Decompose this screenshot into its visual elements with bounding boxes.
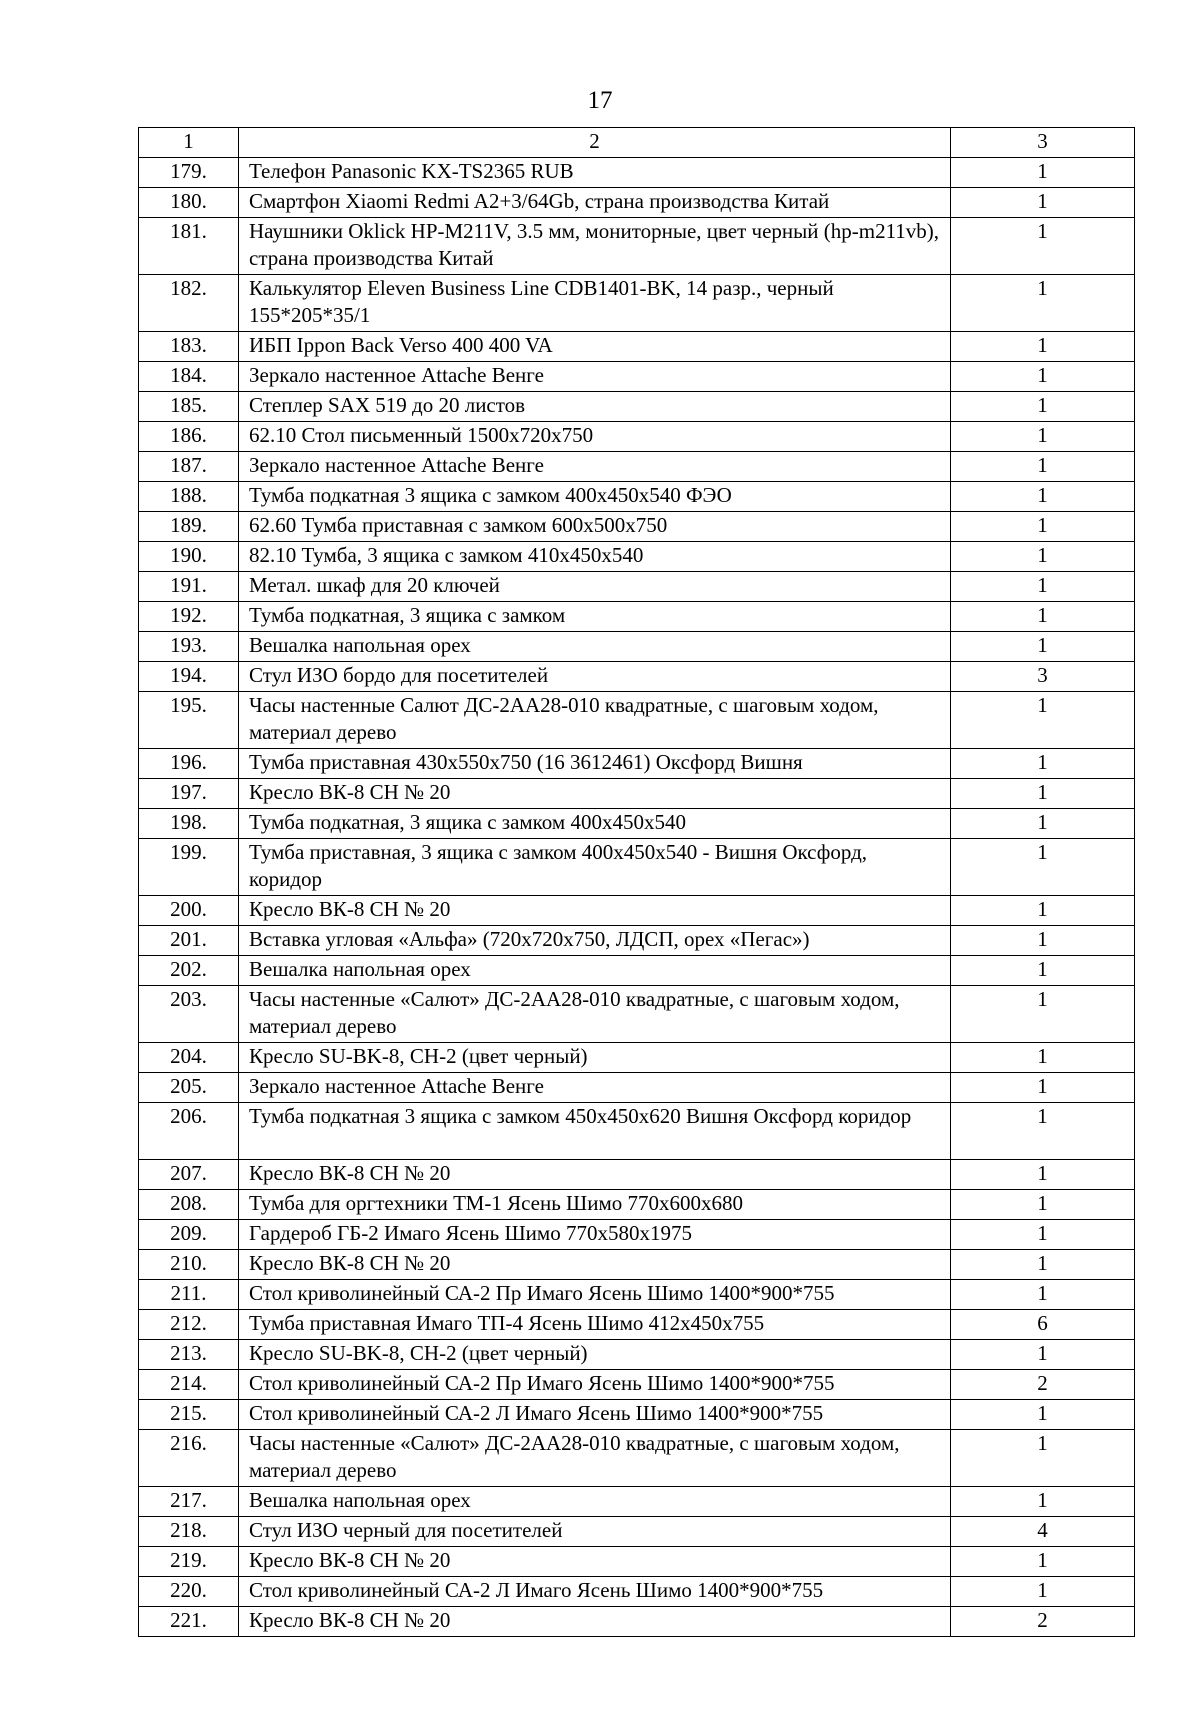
row-number-cell: 204.: [139, 1043, 239, 1073]
row-quantity-cell: 1: [951, 512, 1135, 542]
row-number-cell: 200.: [139, 896, 239, 926]
table-row: [139, 1103, 1135, 1160]
table-row: [139, 1400, 1135, 1430]
row-quantity-cell: 1: [951, 1340, 1135, 1370]
row-number-cell: 182.: [139, 275, 239, 332]
row-number-cell: 194.: [139, 662, 239, 692]
row-name-cell: Смартфон Xiaomi Redmi A2+3/64Gb, страна производства Китай: [239, 188, 951, 218]
table-row: [139, 926, 1135, 956]
table-row: [139, 1280, 1135, 1310]
row-number-cell: 205.: [139, 1073, 239, 1103]
row-name-cell: Тумба приставная Имаго ТП-4 Ясень Шимо 412x450x755: [239, 1310, 951, 1340]
row-quantity-cell: 1: [951, 809, 1135, 839]
row-quantity-cell: 1: [951, 572, 1135, 602]
row-number-cell: 212.: [139, 1310, 239, 1340]
row-number-cell: 193.: [139, 632, 239, 662]
row-number-cell: 187.: [139, 452, 239, 482]
row-quantity-cell: 1: [951, 482, 1135, 512]
row-number-cell: 213.: [139, 1340, 239, 1370]
table-row: [139, 662, 1135, 692]
table-row: [139, 275, 1135, 332]
table-row: [139, 1043, 1135, 1073]
row-quantity-cell: 2: [951, 1370, 1135, 1400]
row-number-cell: 191.: [139, 572, 239, 602]
row-name-cell: Часы настенные «Салют» ДС-2АА28-010 квадратные, с шаговым ходом, материал дерево: [239, 1430, 951, 1487]
table-row: [139, 392, 1135, 422]
table-row: [139, 692, 1135, 749]
row-number-cell: 179.: [139, 158, 239, 188]
table-row: [139, 809, 1135, 839]
row-number-cell: 208.: [139, 1190, 239, 1220]
table-row: [139, 218, 1135, 275]
row-name-cell: Стол криволинейный СА-2 Л Имаго Ясень Шимо 1400*900*755: [239, 1400, 951, 1430]
row-quantity-cell: 1: [951, 1487, 1135, 1517]
row-name-cell: Зеркало настенное Attache Венге: [239, 452, 951, 482]
table-row: [139, 1487, 1135, 1517]
row-quantity-cell: 1: [951, 1073, 1135, 1103]
row-name-cell: Тумба подкатная, 3 ящика с замком: [239, 602, 951, 632]
table-body: [139, 128, 1135, 1637]
table-row: [139, 1250, 1135, 1280]
row-number-cell: 192.: [139, 602, 239, 632]
row-name-cell: Кресло ВК-8 СН № 20: [239, 1607, 951, 1637]
row-name-cell: Калькулятор Eleven Business Line CDB1401-BK, 14 разр., черный 155*205*35/1: [239, 275, 951, 332]
row-quantity-cell: 1: [951, 1220, 1135, 1250]
table-row: [139, 1190, 1135, 1220]
row-name-cell: Кресло ВК-8 СН № 20: [239, 896, 951, 926]
row-name-cell: 82.10 Тумба, 3 ящика с замком 410x450x540: [239, 542, 951, 572]
row-quantity-cell: 1: [951, 452, 1135, 482]
row-number-cell: 181.: [139, 218, 239, 275]
row-number-cell: 190.: [139, 542, 239, 572]
table-row: [139, 839, 1135, 896]
row-quantity-cell: 1: [951, 542, 1135, 572]
row-quantity-cell: 2: [951, 1607, 1135, 1637]
row-number-cell: 198.: [139, 809, 239, 839]
row-quantity-cell: 6: [951, 1310, 1135, 1340]
row-number-cell: 197.: [139, 779, 239, 809]
row-name-cell: 62.10 Стол письменный 1500x720x750: [239, 422, 951, 452]
row-name-cell: Вешалка напольная орех: [239, 632, 951, 662]
row-name-cell: Наушники Oklick HP-M211V, 3.5 мм, мониторные, цвет черный (hp-m211vb), страна производства Китай: [239, 218, 951, 275]
row-name-cell: Стул ИЗО бордо для посетителей: [239, 662, 951, 692]
row-quantity-cell: 1: [951, 332, 1135, 362]
table-row: [139, 1547, 1135, 1577]
row-number-cell: 215.: [139, 1400, 239, 1430]
row-number-cell: 221.: [139, 1607, 239, 1637]
row-quantity-cell: 1: [951, 1043, 1135, 1073]
row-name-cell: Степлер SAX 519 до 20 листов: [239, 392, 951, 422]
row-number-cell: 189.: [139, 512, 239, 542]
row-name-cell: Стол криволинейный СА-2 Пр Имаго Ясень Шимо 1400*900*755: [239, 1280, 951, 1310]
row-name-cell: Телефон Panasonic KX-TS2365 RUB: [239, 158, 951, 188]
row-name-cell: Вешалка напольная орех: [239, 956, 951, 986]
row-quantity-cell: 4: [951, 1517, 1135, 1547]
table-row: [139, 188, 1135, 218]
row-quantity-cell: 1: [951, 692, 1135, 749]
row-name-cell: Тумба подкатная 3 ящика с замком 450x450x620 Вишня Оксфорд коридор: [239, 1103, 951, 1160]
row-name-cell: Кресло ВК-8 СН № 20: [239, 1250, 951, 1280]
row-name-cell: Часы настенные Салют ДС-2АА28-010 квадратные, с шаговым ходом, материал дерево: [239, 692, 951, 749]
row-number-cell: 209.: [139, 1220, 239, 1250]
table-row: [139, 1310, 1135, 1340]
row-quantity-cell: 1: [951, 362, 1135, 392]
table-row: [139, 779, 1135, 809]
table-row: [139, 986, 1135, 1043]
row-number-cell: 218.: [139, 1517, 239, 1547]
table-row: [139, 1607, 1135, 1637]
row-name-cell: Тумба приставная 430x550x750 (16 3612461) Оксфорд Вишня: [239, 749, 951, 779]
row-number-cell: 186.: [139, 422, 239, 452]
row-number-cell: 220.: [139, 1577, 239, 1607]
row-quantity-cell: 1: [951, 779, 1135, 809]
row-number-cell: 216.: [139, 1430, 239, 1487]
table-row: [139, 749, 1135, 779]
table-row: [139, 512, 1135, 542]
table-row: [139, 896, 1135, 926]
row-number-cell: 185.: [139, 392, 239, 422]
table-row: [139, 1220, 1135, 1250]
row-quantity-cell: 1: [951, 392, 1135, 422]
row-number-cell: 211.: [139, 1280, 239, 1310]
row-quantity-cell: 1: [951, 158, 1135, 188]
row-quantity-cell: 1: [951, 218, 1135, 275]
row-number-cell: 210.: [139, 1250, 239, 1280]
row-number-cell: 206.: [139, 1103, 239, 1160]
row-name-cell: Зеркало настенное Attache Венге: [239, 362, 951, 392]
row-number-cell: 184.: [139, 362, 239, 392]
row-quantity-cell: 1: [951, 956, 1135, 986]
table-row: [139, 1370, 1135, 1400]
row-quantity-cell: 1: [951, 926, 1135, 956]
table-row: [139, 542, 1135, 572]
table-row: [139, 482, 1135, 512]
column-header-number: 1: [139, 128, 239, 158]
table-row: [139, 1517, 1135, 1547]
row-name-cell: Гардероб ГБ-2 Имаго Ясень Шимо 770x580x1975: [239, 1220, 951, 1250]
table-row: [139, 452, 1135, 482]
table-row: [139, 422, 1135, 452]
row-number-cell: 203.: [139, 986, 239, 1043]
inventory-table: [138, 127, 1135, 1637]
row-name-cell: Тумба приставная, 3 ящика с замком 400x450x540 - Вишня Оксфорд, коридор: [239, 839, 951, 896]
table-row: [139, 572, 1135, 602]
row-name-cell: Часы настенные «Салют» ДС-2АА28-010 квадратные, с шаговым ходом, материал дерево: [239, 986, 951, 1043]
row-name-cell: Вставка угловая «Альфа» (720x720x750, ЛДСП, орех «Пегас»): [239, 926, 951, 956]
row-name-cell: Метал. шкаф для 20 ключей: [239, 572, 951, 602]
row-quantity-cell: 1: [951, 275, 1135, 332]
row-name-cell: Кресло ВК-8 СН № 20: [239, 779, 951, 809]
row-quantity-cell: 1: [951, 1577, 1135, 1607]
row-name-cell: Тумба подкатная 3 ящика с замком 400x450x540 ФЭО: [239, 482, 951, 512]
row-quantity-cell: 1: [951, 632, 1135, 662]
column-header-quantity: 3: [951, 128, 1135, 158]
row-quantity-cell: 1: [951, 1250, 1135, 1280]
row-quantity-cell: 1: [951, 422, 1135, 452]
row-name-cell: Вешалка напольная орех: [239, 1487, 951, 1517]
row-quantity-cell: 1: [951, 1400, 1135, 1430]
row-quantity-cell: 1: [951, 1103, 1135, 1160]
row-name-cell: Стол криволинейный СА-2 Л Имаго Ясень Шимо 1400*900*755: [239, 1577, 951, 1607]
row-name-cell: Кресло SU-BK-8, СН-2 (цвет черный): [239, 1043, 951, 1073]
row-number-cell: 183.: [139, 332, 239, 362]
row-number-cell: 201.: [139, 926, 239, 956]
row-quantity-cell: 3: [951, 662, 1135, 692]
table-header-row: [139, 128, 1135, 158]
table-row: [139, 1160, 1135, 1190]
page-number: 17: [587, 87, 613, 114]
row-name-cell: Тумба для оргтехники ТМ-1 Ясень Шимо 770x600x680: [239, 1190, 951, 1220]
row-name-cell: Стул ИЗО черный для посетителей: [239, 1517, 951, 1547]
row-name-cell: Зеркало настенное Attache Венге: [239, 1073, 951, 1103]
row-number-cell: 202.: [139, 956, 239, 986]
row-number-cell: 188.: [139, 482, 239, 512]
row-number-cell: 219.: [139, 1547, 239, 1577]
row-number-cell: 196.: [139, 749, 239, 779]
row-name-cell: Стол криволинейный СА-2 Пр Имаго Ясень Шимо 1400*900*755: [239, 1370, 951, 1400]
row-quantity-cell: 1: [951, 1430, 1135, 1487]
table-row: [139, 332, 1135, 362]
row-quantity-cell: 1: [951, 602, 1135, 632]
row-number-cell: 195.: [139, 692, 239, 749]
row-name-cell: Кресло ВК-8 СН № 20: [239, 1160, 951, 1190]
row-name-cell: Кресло SU-BK-8, СН-2 (цвет черный): [239, 1340, 951, 1370]
table-row: [139, 1577, 1135, 1607]
row-name-cell: ИБП Ippon Back Verso 400 400 VA: [239, 332, 951, 362]
row-quantity-cell: 1: [951, 1160, 1135, 1190]
row-quantity-cell: 1: [951, 1280, 1135, 1310]
row-number-cell: 207.: [139, 1160, 239, 1190]
table-row: [139, 1340, 1135, 1370]
row-number-cell: 214.: [139, 1370, 239, 1400]
row-name-cell: Кресло ВК-8 СН № 20: [239, 1547, 951, 1577]
column-header-name: 2: [239, 128, 951, 158]
table-row: [139, 362, 1135, 392]
row-number-cell: 217.: [139, 1487, 239, 1517]
row-number-cell: 180.: [139, 188, 239, 218]
row-quantity-cell: 1: [951, 749, 1135, 779]
row-quantity-cell: 1: [951, 1190, 1135, 1220]
table-row: [139, 602, 1135, 632]
row-name-cell: 62.60 Тумба приставная с замком 600x500x750: [239, 512, 951, 542]
row-name-cell: Тумба подкатная, 3 ящика с замком 400x450x540: [239, 809, 951, 839]
row-quantity-cell: 1: [951, 839, 1135, 896]
row-quantity-cell: 1: [951, 188, 1135, 218]
row-quantity-cell: 1: [951, 1547, 1135, 1577]
table-row: [139, 158, 1135, 188]
table-row: [139, 1073, 1135, 1103]
row-quantity-cell: 1: [951, 896, 1135, 926]
table-row: [139, 1430, 1135, 1487]
table-row: [139, 632, 1135, 662]
table-row: [139, 956, 1135, 986]
row-number-cell: 199.: [139, 839, 239, 896]
row-quantity-cell: 1: [951, 986, 1135, 1043]
